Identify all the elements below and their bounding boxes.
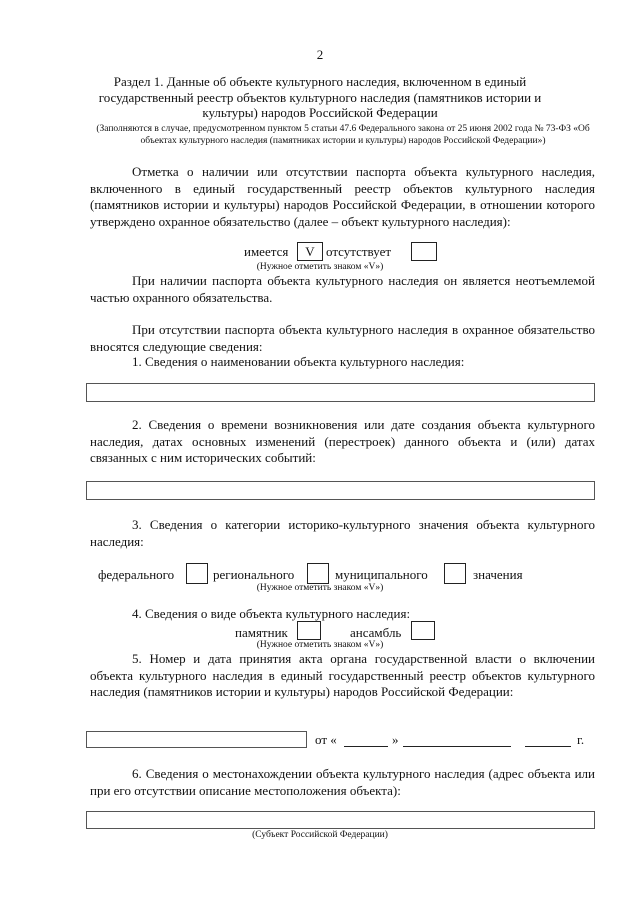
category-federal-checkbox[interactable] [186, 563, 208, 584]
category-note: (Нужное отметить знаком «V») [256, 583, 384, 593]
location-field[interactable] [86, 811, 595, 829]
passport-has-label: имеется [244, 244, 289, 259]
item-type-label: 4. Сведения о виде объекта культурного наследия: [132, 606, 411, 621]
type-monument-checkbox[interactable] [297, 621, 321, 640]
item-time-label: 2. Сведения о времени возникновения или дате создания объекта культурного наследия, датах основных изменений (перестроек) данного объекта и (или) датах связанных с ним исторических событий: [90, 417, 595, 465]
act-year-field[interactable] [525, 731, 571, 747]
passport-present-text: При наличии паспорта объекта культурного наследия он является неотъемлемой частью охранного обязательства. [90, 273, 595, 305]
type-note: (Нужное отметить знаком «V») [256, 640, 384, 650]
act-from-label: от « [315, 732, 337, 747]
passport-intro: Отметка о наличии или отсутствии паспорта объекта культурного наследия, включенного в единый государственный реестр объектов культурного наследия (памятников истории и культуры) народов Российской Федерации, в отношении которого утверждено охранное обязательство (далее – объект культурного наследия): [90, 164, 595, 229]
type-monument-label: памятник [235, 625, 288, 640]
passport-absent-checkbox[interactable] [411, 242, 437, 261]
act-quote-close: » [392, 732, 399, 747]
act-month-field[interactable] [403, 731, 511, 747]
item-act-label: 5. Номер и дата принятия акта органа государственной власти о включении объекта культурного наследия в единый государственный реестр объектов культурного наследия (памятников истории и культуры) народов Российской Федерации: [90, 651, 595, 699]
item-name-label: 1. Сведения о наименовании объекта культурного наследия: [132, 354, 465, 369]
passport-has-checkbox[interactable]: V [297, 242, 323, 261]
category-regional-label: регионального [213, 567, 295, 582]
type-ensemble-label: ансамбль [350, 625, 402, 640]
passport-absent-text: При отсутствии паспорта объекта культурного наследия в охранное обязательство вносятся следующие сведения: [90, 322, 595, 354]
category-significance-label: значения [473, 567, 523, 582]
section-title: Раздел 1. Данные об объекте культурного наследия, включенном в единый государственный реестр объектов культурного наследия (памятников истории и культуры) народов Российской Федерации [98, 74, 542, 120]
passport-absent-label: отсутствует [326, 244, 392, 259]
item-location-label: 6. Сведения о местонахождении объекта культурного наследия (адрес объекта или при его отсутствии описание местоположения объекта): [90, 766, 595, 798]
act-day-field[interactable] [344, 731, 388, 747]
type-ensemble-checkbox[interactable] [411, 621, 435, 640]
category-federal-label: федерального [98, 567, 175, 582]
object-time-field[interactable] [86, 481, 595, 500]
act-number-field[interactable] [86, 731, 307, 748]
item-category-label: 3. Сведения о категории историко-культурного значения объекта культурного наследия: [90, 517, 595, 549]
passport-note: (Нужное отметить знаком «V») [256, 262, 384, 272]
category-municipal-label: муниципального [335, 567, 428, 582]
category-municipal-checkbox[interactable] [444, 563, 466, 584]
act-year-suffix: г. [577, 732, 585, 747]
subject-note: (Субъект Российской Федерации) [252, 830, 388, 840]
category-regional-checkbox[interactable] [307, 563, 329, 584]
object-name-field[interactable] [86, 383, 595, 402]
section-note: (Заполняются в случае, предусмотренном пунктом 5 статьи 47.6 Федерального закона от 25 июня 2002 года № 73-ФЗ «Об объектах культурного наследия (памятниках истории и культуры) народов Российской Федерации») [96, 124, 590, 146]
page-number: 2 [316, 47, 324, 62]
